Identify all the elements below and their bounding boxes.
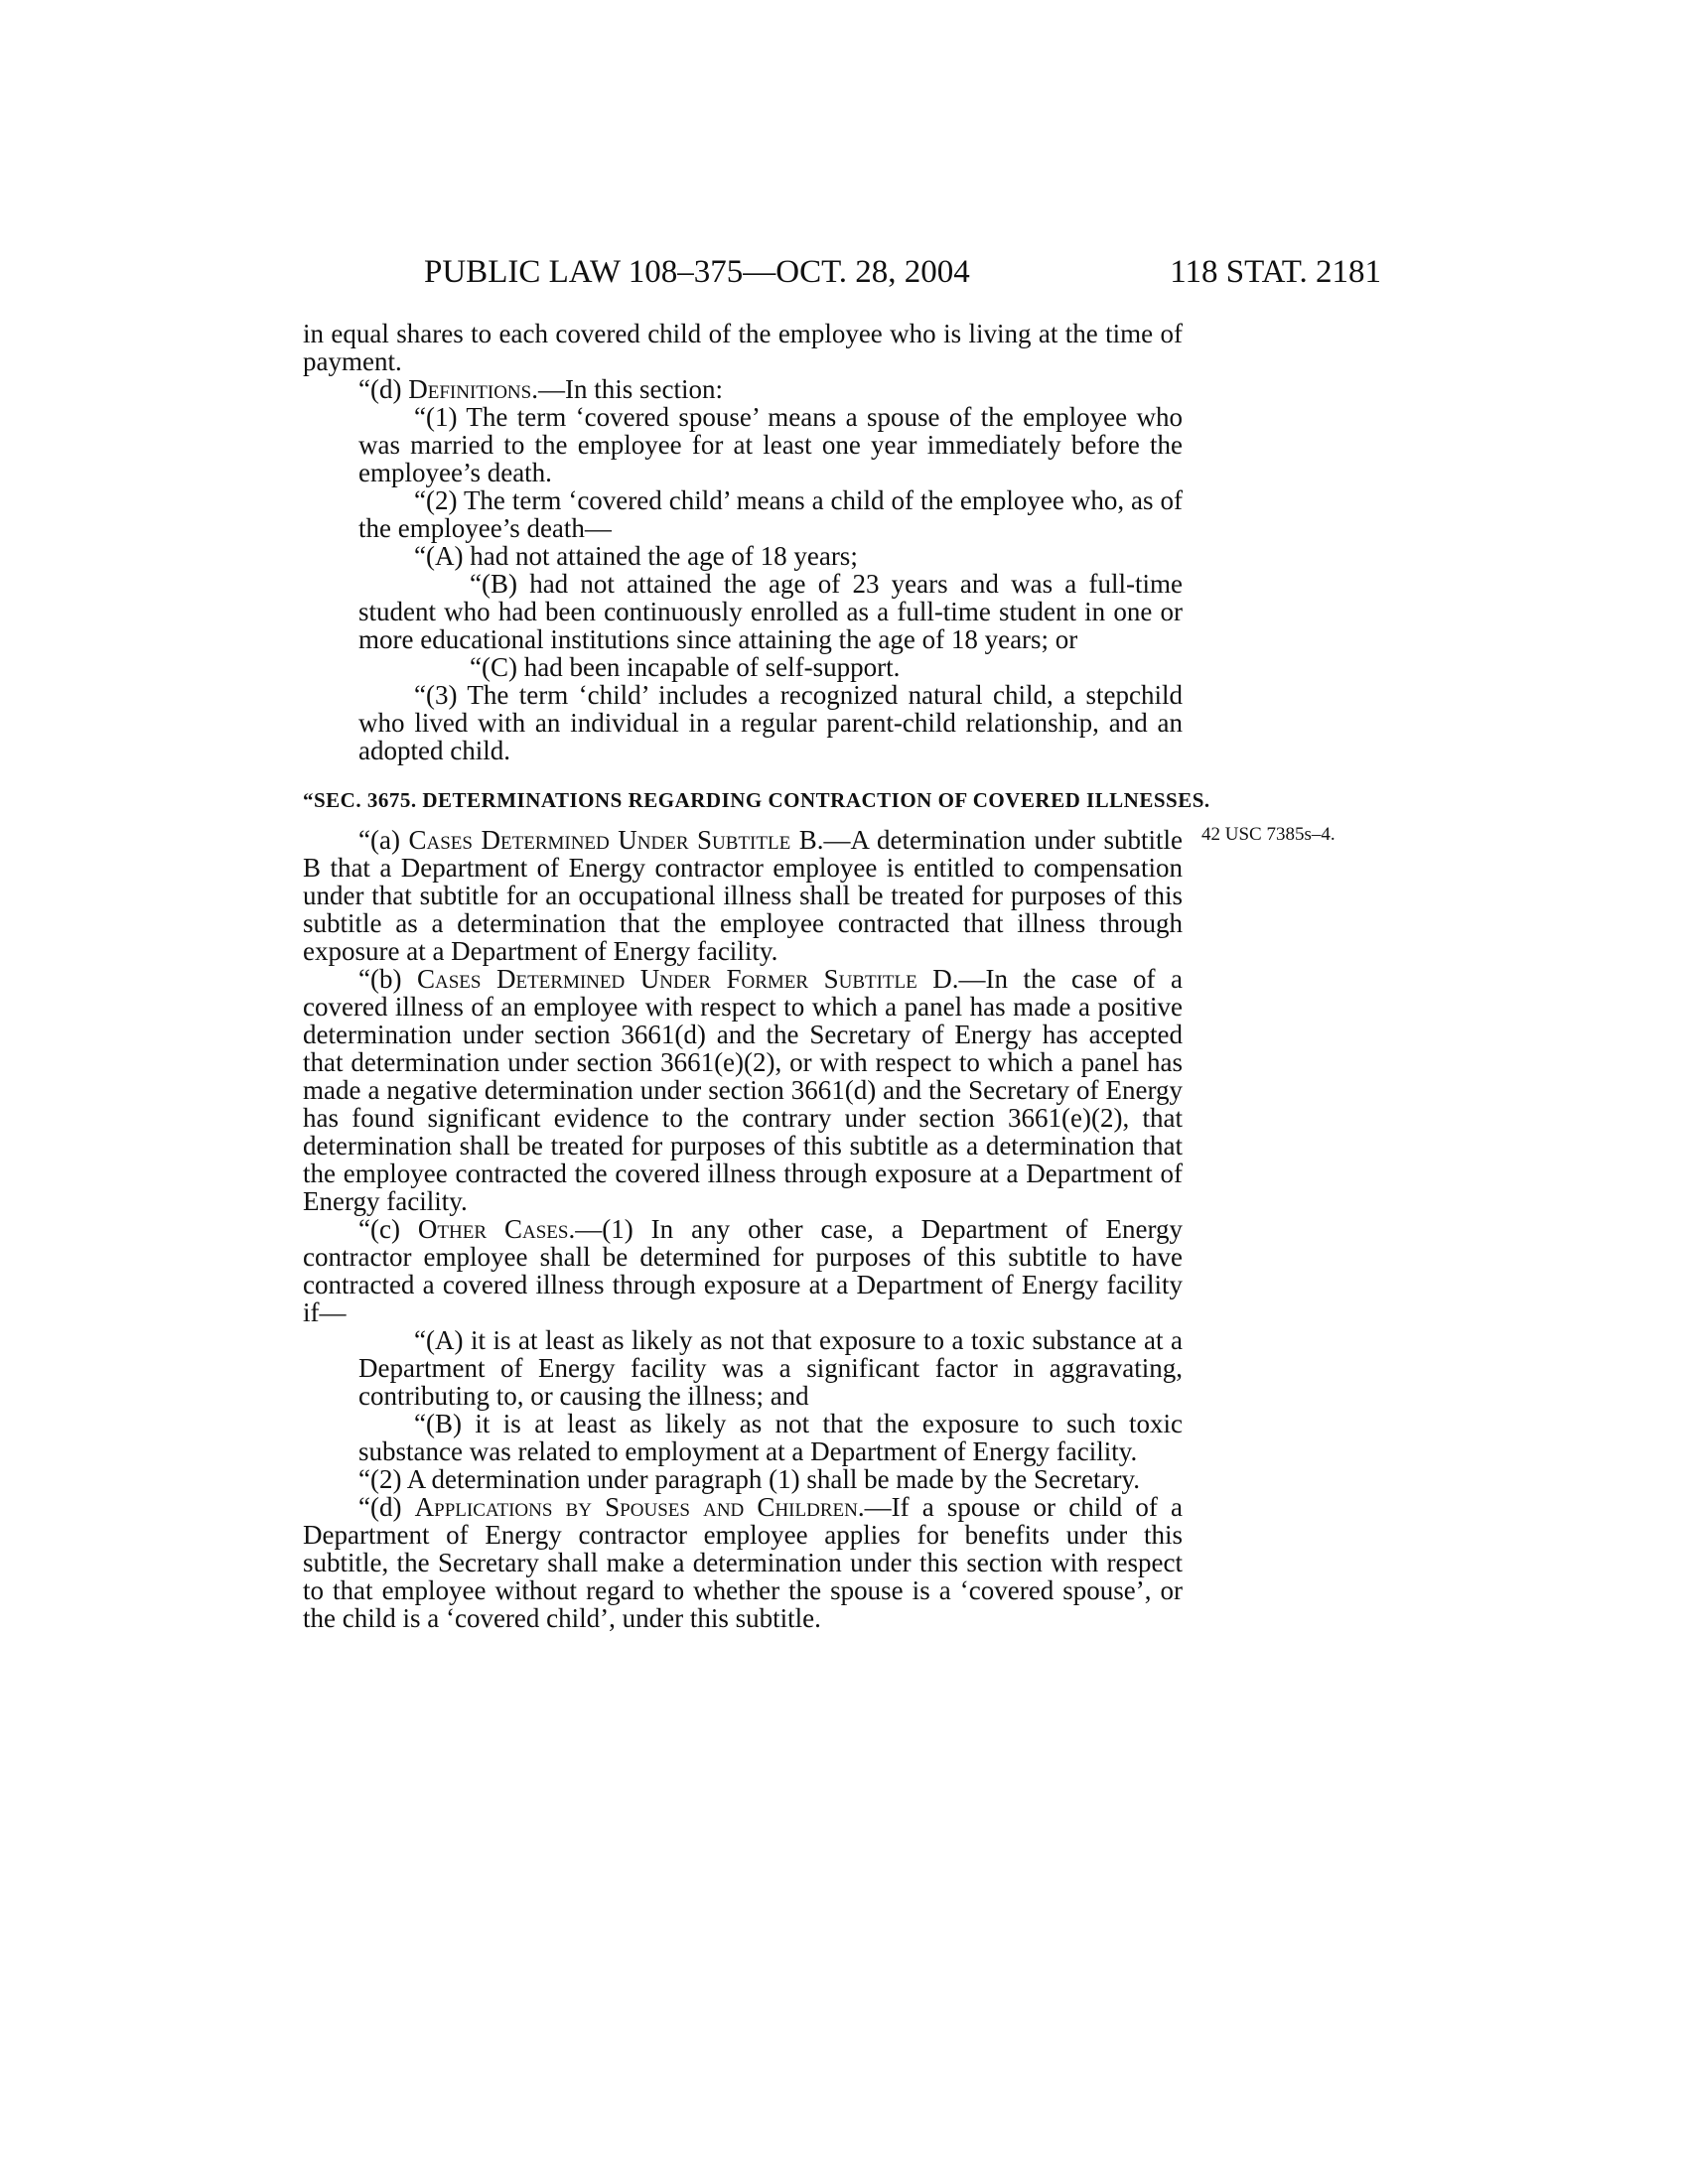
- subsection-d-applications: [303, 1493, 1183, 1632]
- paragraph-continuation: in equal shares to each covered child of the employee who is living at the time of payment.: [303, 319, 1183, 376]
- subsection-text: .—If a spouse or child of a Department of Energy contractor employee applies for benefits under this subtitle, the Secretary shall make a determination under this section with respect to that employee without regard to whether the spouse is a ‘covered spouse’, or the child is a ‘covered child’, under this subtitle.: [303, 1492, 1184, 1633]
- law-title: PUBLIC LAW 108–375—OCT. 28, 2004: [424, 254, 970, 290]
- clause-c-b: “(B) it is at least as likely as not that the exposure to such toxic substance was related to employment at a Department of Energy facility.: [358, 1409, 1183, 1466]
- clause-c-self-support: “(C) had been incapable of self-support.: [470, 652, 901, 682]
- subsection-label: “(a): [358, 825, 409, 855]
- subsection-label: “(d): [358, 1492, 415, 1522]
- subsection-heading: Applications by Spouses and Children: [414, 1492, 858, 1522]
- margin-citation: 42 USC 7385s–4.: [1201, 824, 1336, 845]
- definition-covered-child: “(2) The term ‘covered child’ means a child of the employee who, as of the employee’s death—: [358, 485, 1183, 543]
- body-text: [303, 319, 1210, 1633]
- subsection-b: [303, 965, 1183, 1215]
- section-heading-text: “SEC. 3675. DETERMINATIONS REGARDING CONTRACTION OF COVERED ILLNESSES.: [303, 788, 1210, 812]
- subsection-text: .—A determination under subtitle B that a Department of Energy contractor employee is entitled to compensation under that subtitle for an occupational illness shall be treated for purposes of this subtitle as a determination that the employee contracted that illness through exposure at a Department of Energy facility.: [303, 825, 1184, 966]
- clause-c-a: “(A) it is at least as likely as not that exposure to a toxic substance at a Department of Energy facility was a significant factor in aggravating, contributing to, or causing the illness; and: [358, 1325, 1183, 1411]
- subsection-label: “(c): [358, 1214, 418, 1244]
- subsection-label: “(b): [358, 964, 417, 994]
- subsection-heading-rest: .—In this section:: [531, 374, 723, 404]
- subsection-heading: Cases Determined Under Former Subtitle D: [416, 964, 952, 994]
- subsection-text: .—In the case of a covered illness of an employee with respect to which a panel has made a positive determination under section 3661(d) and the Secretary of Energy has accepted that determination under section 3661(e)(2), or with respect to which a panel has made a negative determination under section 3661(d) and the Secretary of Energy has found significant evidence to the contrary under section 3661(e)(2), that determination shall be treated for purposes of this subtitle as a determination that the employee contracted the covered illness through exposure at a Department of Energy facility.: [303, 964, 1183, 1216]
- clause-a-age-18: “(A) had not attained the age of 18 years;: [414, 541, 858, 571]
- clause-b-student: “(B) had not attained the age of 23 years and was a full-time student who had been continuously enrolled as a full-time student in one or more educational institutions since attaining the age of 18 years; or: [358, 569, 1183, 654]
- subsection-d-definitions: [303, 375, 1183, 403]
- running-head: [424, 250, 1381, 294]
- subsection-heading: Cases Determined Under Subtitle B: [408, 825, 817, 855]
- subsection-text: .—(1) In any other case, a Department of Energy contractor employee shall be determined for purposes of this subtitle to have contracted a covered illness through exposure at a Department of Energy facility if—: [303, 1214, 1184, 1327]
- statute-page-number: 118 STAT. 2181: [1170, 254, 1381, 290]
- subsection-label: “(d): [358, 374, 409, 404]
- section-heading: [303, 786, 1238, 814]
- subsection-heading: Definitions: [408, 374, 532, 404]
- definition-child: “(3) The term ‘child’ includes a recognized natural child, a stepchild who lived with an individual in a regular parent-child relationship, and an adopted child.: [358, 680, 1183, 765]
- paragraph-c-2: “(2) A determination under paragraph (1) shall be made by the Secretary.: [358, 1464, 1140, 1494]
- subsection-heading: Other Cases: [417, 1214, 569, 1244]
- subsection-c: [303, 1215, 1183, 1326]
- subsection-a: [303, 826, 1183, 965]
- definition-covered-spouse: “(1) The term ‘covered spouse’ means a spouse of the employee who was married to the employee for at least one year immediately before the employee’s death.: [358, 402, 1183, 487]
